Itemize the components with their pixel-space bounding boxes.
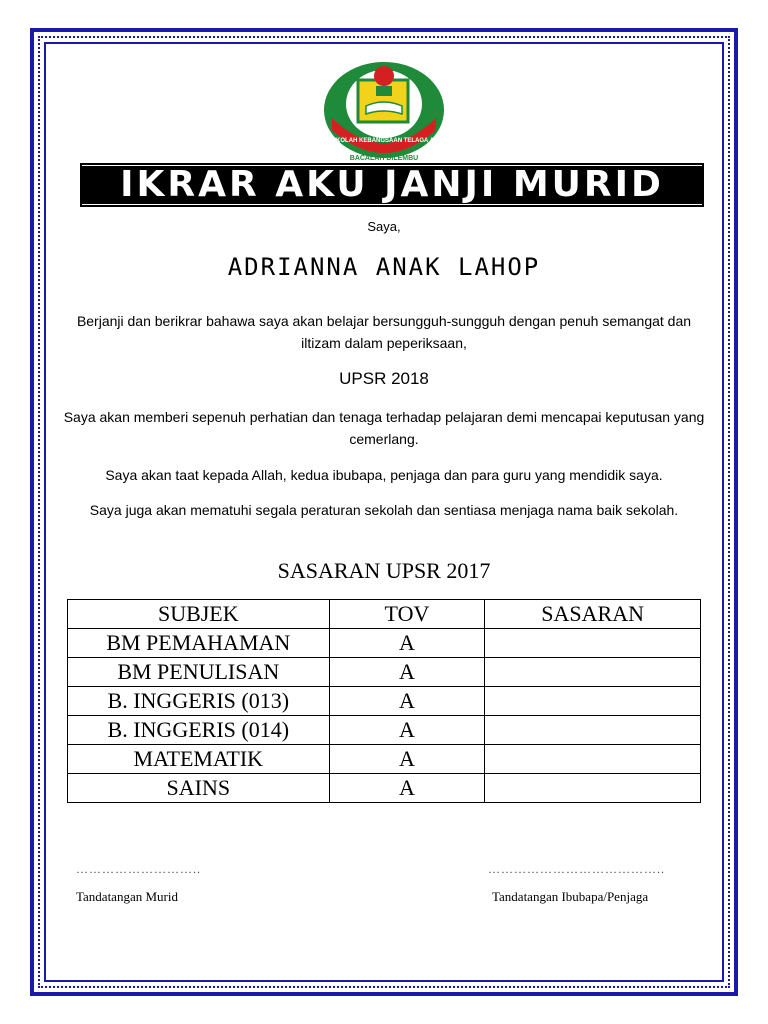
target-table: [67, 599, 701, 803]
student-signature-label: Tandatangan Murid: [76, 889, 178, 904]
table-row: [68, 629, 701, 658]
target-cell: [485, 716, 701, 745]
tov-cell: A: [329, 687, 485, 716]
student-signature-line: ………………………..: [76, 862, 201, 876]
tov-cell: A: [329, 774, 485, 803]
tov-cell: A: [329, 658, 485, 687]
target-cell: [485, 629, 701, 658]
tov-cell: A: [329, 745, 485, 774]
exam-label: UPSR 2018: [339, 369, 429, 388]
logo-banner-top: SEKOLAH KEBANGSAAN TELAGA AIR: [328, 138, 440, 144]
table-row: [68, 774, 701, 803]
subject-cell: MATEMATIK: [68, 745, 330, 774]
parent-signature-line: …………………………………..: [488, 862, 665, 876]
title-box: [80, 163, 704, 207]
target-cell: [485, 774, 701, 803]
target-cell: [485, 687, 701, 716]
table-header-row: [68, 600, 701, 629]
header-subject: SUBJEK: [68, 600, 330, 629]
table-row: [68, 745, 701, 774]
parent-signature-label: Tandatangan Ibubapa/Penjaga: [492, 889, 649, 904]
subject-cell: B. INGGERIS (013): [68, 687, 330, 716]
subject-cell: BM PEMAHAMAN: [68, 629, 330, 658]
table-row: [68, 658, 701, 687]
school-logo: [322, 58, 446, 168]
tov-cell: A: [329, 716, 485, 745]
table-row: [68, 716, 701, 745]
subject-cell: B. INGGERIS (014): [68, 716, 330, 745]
table-row: [68, 687, 701, 716]
pledge-paragraph-4: Saya juga akan mematuhi segala peraturan sekolah dan sentiasa menjaga nama baik sekolah.: [89, 502, 679, 518]
subject-cell: SAINS: [68, 774, 330, 803]
saya-text: Saya,: [367, 219, 401, 234]
header-target: SASARAN: [485, 600, 701, 629]
page-title: IKRAR AKU JANJI MURID: [82, 166, 702, 204]
target-title: SASARAN UPSR 2017: [277, 558, 491, 583]
pledge-paragraph-2: Saya akan memberi sepenuh perhatian dan tenaga terhadap pelajaran demi mencapai keputusan yang cemerlang.: [63, 409, 705, 447]
pledge-paragraph-1: Berjanji dan berikrar bahawa saya akan belajar bersungguh-sungguh dengan penuh semangat dan iltizam dalam peperiksaan,: [76, 313, 692, 351]
subject-cell: BM PENULISAN: [68, 658, 330, 687]
tov-cell: A: [329, 629, 485, 658]
logo-banner-bottom: BACALAH DILEMBU: [349, 155, 419, 162]
pledge-paragraph-3: Saya akan taat kepada Allah, kedua ibubapa, penjaga dan para guru yang mendidik saya.: [105, 467, 663, 483]
student-name: ADRIANNA ANAK LAHOP: [227, 253, 541, 281]
target-cell: [485, 658, 701, 687]
target-cell: [485, 745, 701, 774]
header-tov: TOV: [329, 600, 485, 629]
